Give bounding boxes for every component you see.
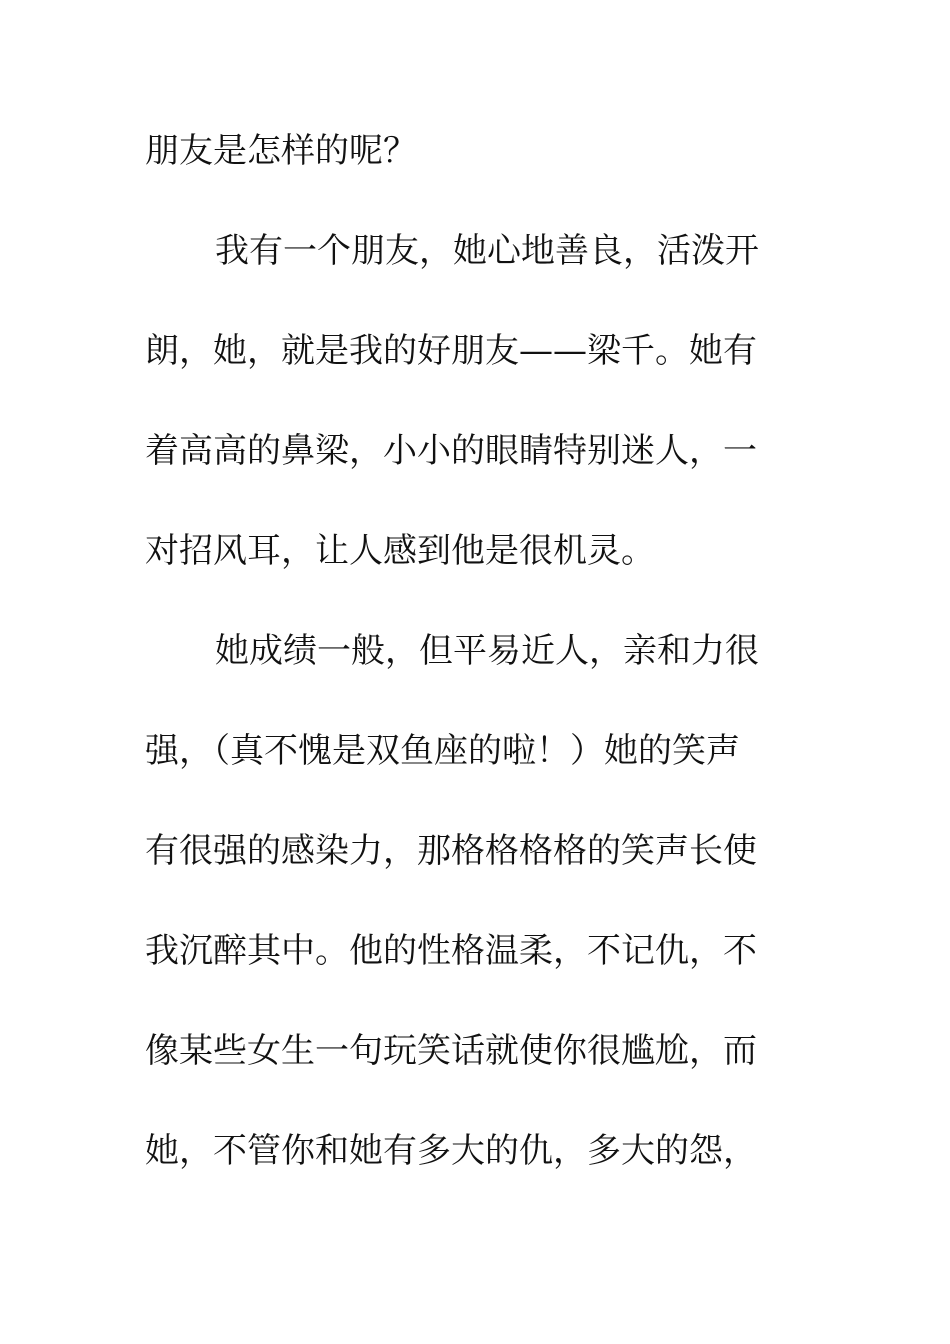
text-line: 着高高的鼻梁，小小的眼睛特别迷人，一 [145, 431, 757, 471]
text-line: 我沉醉其中。他的性格温柔，不记仇，不 [145, 931, 757, 971]
text-line: 对招风耳，让人感到他是很机灵。 [145, 531, 655, 571]
text-line: 我有一个朋友，她心地善良，活泼开 [215, 231, 759, 271]
text-line: 有很强的感染力，那格格格格的笑声长使 [145, 831, 757, 871]
text-line: 朋友是怎样的呢？ [145, 131, 417, 171]
text-line: 像某些女生一句玩笑话就使你很尴尬，而 [145, 1031, 757, 1071]
text-line: 她，不管你和她有多大的仇，多大的怨， [145, 1131, 757, 1171]
text-line: 朗，她，就是我的好朋友——梁千。她有 [145, 331, 757, 371]
text-line: 强，（真不愧是双鱼座的啦！）她的笑声 [145, 731, 740, 771]
essay-text [145, 126, 785, 1226]
text-line: 她成绩一般，但平易近人，亲和力很 [215, 631, 759, 671]
